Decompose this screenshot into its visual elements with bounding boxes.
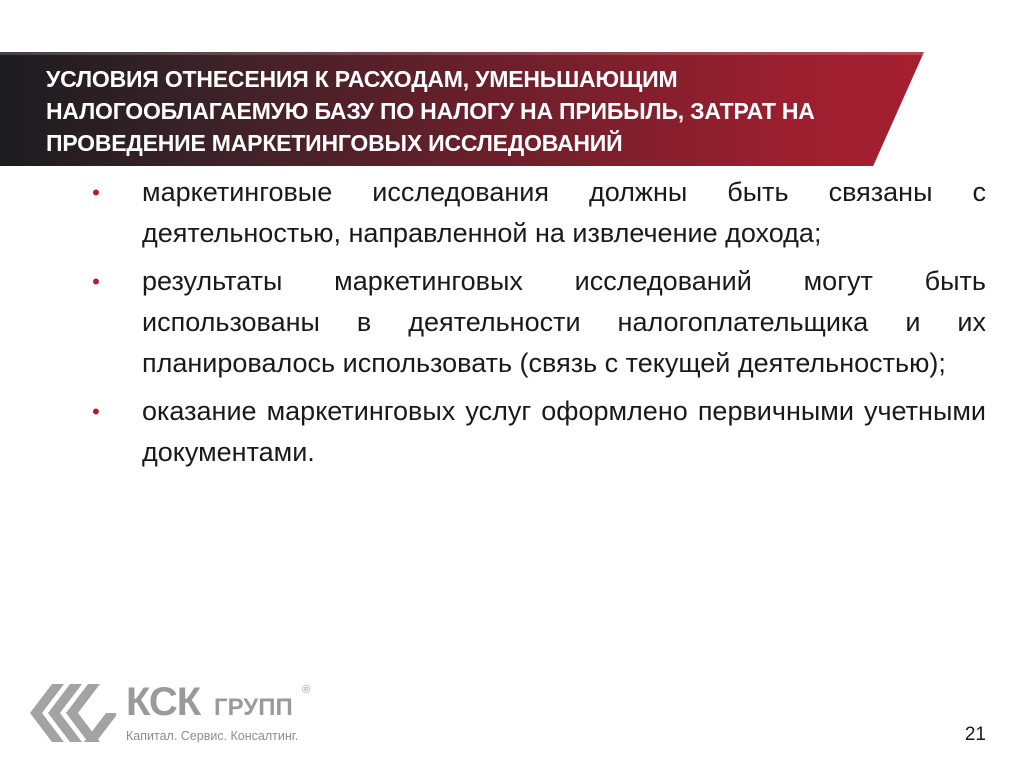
bullet-text: маркетинговые исследования должны быть связаны с деятельностью, направленной на извлечение дохода;: [142, 177, 986, 248]
logo-name: КСК: [126, 680, 201, 724]
list-item: [82, 172, 986, 254]
list-item: [82, 391, 986, 473]
list-item: [82, 261, 986, 384]
logo-suffix: ГРУПП: [214, 694, 293, 721]
bullet-text: оказание маркетинговых услуг оформлено первичными учетными документами.: [142, 396, 986, 467]
logo-tagline: Капитал. Сервис. Консалтинг.: [126, 729, 299, 743]
registered-mark: ®: [302, 684, 311, 696]
bullet-icon: •: [92, 180, 100, 205]
bullet-list: [82, 172, 986, 480]
bullet-text: результаты маркетинговых исследований могут быть использованы в деятельности налогоплательщика и их планировалось использовать (связь с текущей деятельностью);: [142, 266, 986, 378]
bullet-icon: •: [92, 269, 100, 294]
company-logo: [30, 680, 330, 746]
slide-title: УСЛОВИЯ ОТНЕСЕНИЯ К РАСХОДАМ, УМЕНЬШАЮЩИМ НАЛОГООБЛАГАЕМУЮ БАЗУ ПО НАЛОГУ НА ПРИБЫЛЬ, ЗАТРАТ НА ПРОВЕДЕНИЕ МАРКЕТИНГОВЫХ ИССЛЕДОВАНИЙ: [46, 66, 815, 156]
page-number: 21: [964, 724, 986, 745]
bullet-icon: •: [92, 399, 100, 424]
logo-stripes-icon: [30, 680, 116, 746]
